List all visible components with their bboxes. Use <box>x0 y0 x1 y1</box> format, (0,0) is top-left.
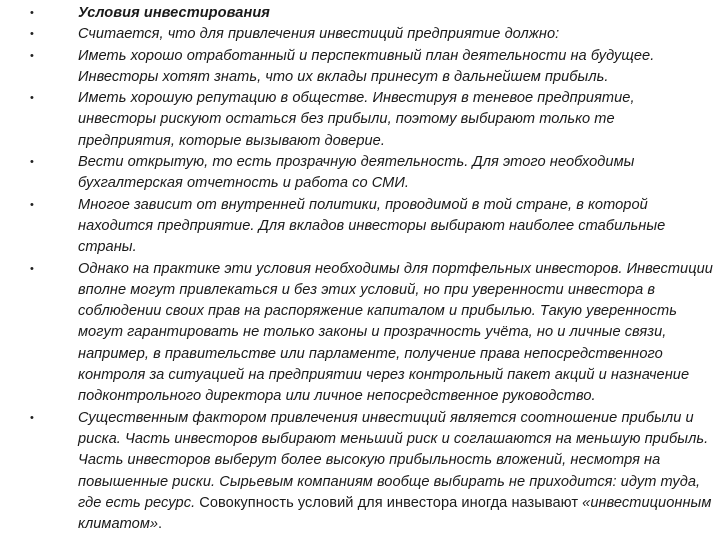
item-text-end: . <box>158 516 163 533</box>
list-item <box>30 408 714 536</box>
list-item <box>30 88 714 152</box>
bullet-icon: • <box>30 198 34 211</box>
item-text: Иметь хорошую репутацию в обществе. Инвестируя в теневое предприятие, инвесторы рискуют остаться без прибыли, поэтому выбирают только те предприятия, которые вызывают доверие. <box>78 90 635 149</box>
bullet-icon: • <box>30 92 34 105</box>
item-text: Иметь хорошо отработанный и перспективный план деятельности на будущее. Инвесторы хотят знать, что их вклады принесут в дальнейшем прибыль. <box>78 47 655 85</box>
list-item <box>30 259 714 408</box>
bullet-icon: • <box>30 411 34 424</box>
list-item <box>30 152 714 195</box>
heading-text: Условия инвестирования <box>78 5 270 21</box>
bullet-icon: • <box>30 262 34 275</box>
item-text <box>78 410 711 532</box>
item-text-quoted: «инвестиционным климатом» <box>78 494 712 533</box>
list-item <box>30 46 714 89</box>
item-text: Считается, что для привлечения инвестиций предприятие должно: <box>78 26 560 43</box>
list-item-title <box>30 3 714 24</box>
bullet-icon: • <box>30 28 34 41</box>
list-item <box>30 24 714 45</box>
item-text-normal: Совокупность условий для инвестора иногда называют <box>195 494 583 511</box>
item-text: Однако на практике эти условия необходимы для портфельных инвесторов. Инвестиции вполне могут привлекаться и без этих условий, но при уверенности инвестора в соблюдении своих прав на распоряжение капиталом и прибылью. Такую уверенность могут гарантировать не только законы и прозрачность учёта, но и личные связи, например, в правительстве или парламенте, получение права непосредственного контроля за ситуацией на предприятии через контрольный пакет акций и назначение подконтрольного директора или личное непосредственное руководство. <box>78 260 713 405</box>
list-item <box>30 195 714 259</box>
bullet-list <box>30 3 714 535</box>
item-text: Вести открытую, то есть прозрачную деятельность. Для этого необходимы бухгалтерская отчетность и работа со СМИ. <box>78 154 635 192</box>
bullet-icon: • <box>30 49 34 62</box>
item-text-italic: Существенным фактором привлечения инвестиций является соотношение прибыли и риска. Часть инвесторов выбирают меньший риск и соглашаются на меньшую прибыль. Часть инвесторов выберут более высокую прибыльность вложений, несмотря на повышенные риски. Сырьевым компаниям вообще выбирать не приходится: идут туда, где есть ресурс. <box>78 409 709 511</box>
item-text: Многое зависит от внутренней политики, проводимой в той стране, в которой находится предприятие. Для вкладов инвесторы выбирают наиболее стабильные страны. <box>78 196 666 256</box>
bullet-icon: • <box>30 7 34 19</box>
bullet-icon: • <box>30 156 34 169</box>
